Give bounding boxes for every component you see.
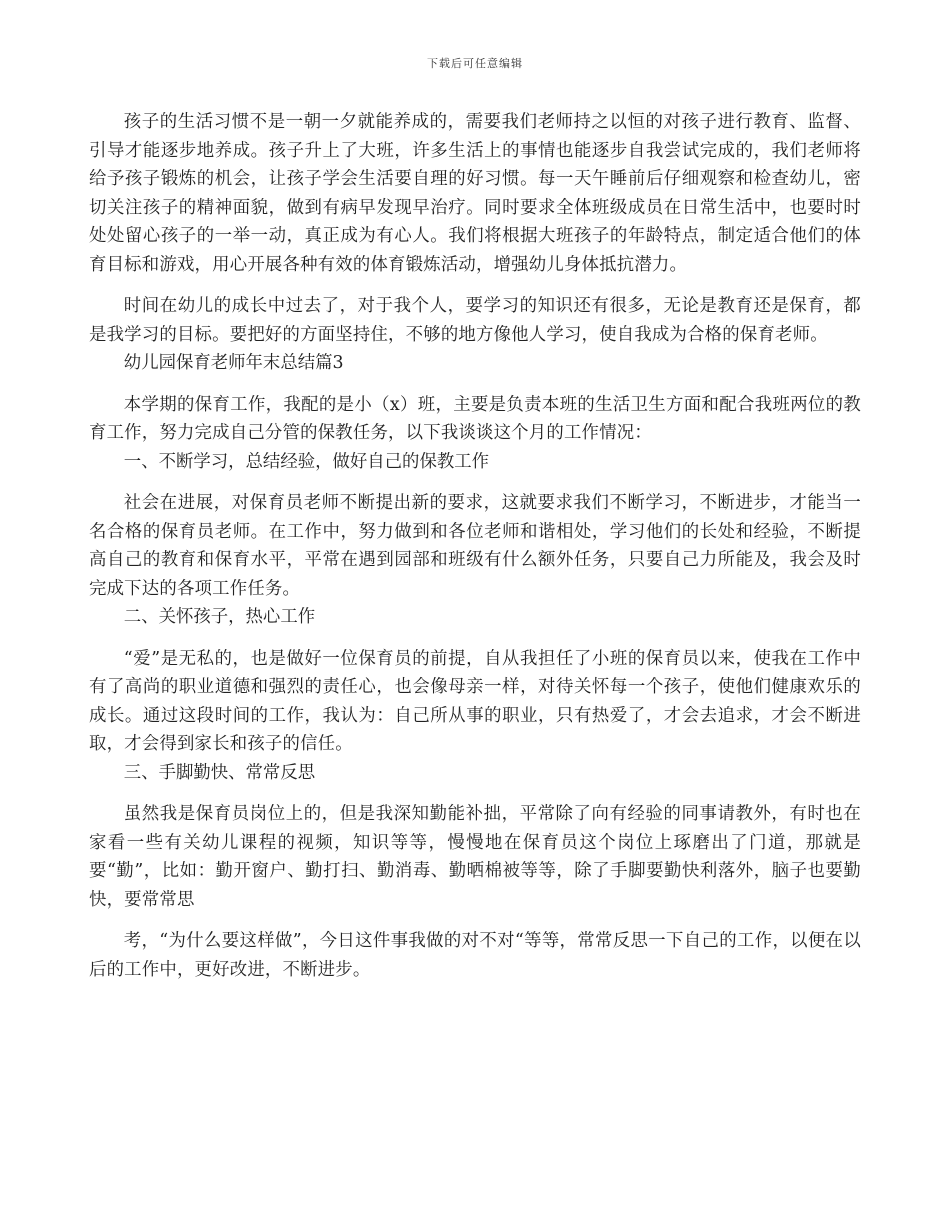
paragraph-living-habits: 孩子的生活习惯不是一朝一夕就能养成的，需要我们老师持之以恒的对孩子进行教育、监督、引导才能逐步地养成。孩子升上了大班，许多生活上的事情也能逐步自我尝试完成的，我们老师将给予孩子锻炼的机会，让孩子学会生活要自理的好习惯。每一天午睡前后仔细观察和检查幼儿，密切关注孩子的精神面貌，做到有病早发现早治疗。同时要求全体班级成员在日常生活中，也要时时处处留心孩子的一举一动，真正成为有心人。我们将根据大班孩子的年龄特点，制定适合他们的体育目标和游戏，用心开展各种有效的体育锻炼活动，增强幼儿身体抵抗潜力。	[89, 112, 861, 275]
heading-care-children: 二、关怀孩子，热心工作	[123, 607, 316, 627]
document-body	[89, 108, 861, 984]
paragraph-intro: 本学期的保育工作，我配的是小（x）班，主要是负责本班的生活卫生方面和配合我班两位的教育工作，努力完成自己分管的保教任务，以下我谈谈这个月的工作情况：	[89, 394, 861, 443]
paragraph-love: “爱”是无私的，也是做好一位保育员的前提，自从我担任了小班的保育员以来，使我在工作中有了高尚的职业道德和强烈的责任心，也会像母亲一样，对待关怀每一个孩子，使他们健康欢乐的成长。通过这段时间的工作，我认为：自己所从事的职业，只有热爱了，才会去追求，才会不断进取，才会得到家长和孩子的信任。	[89, 648, 861, 754]
paragraph-time-passed: 时间在幼儿的成长中过去了，对于我个人，要学习的知识还有很多，无论是教育还是保育，都是我学习的目标。要把好的方面坚持住，不够的地方像他人学习，使自我成为合格的保育老师。	[89, 296, 861, 345]
paragraph-learning: 社会在进展，对保育员老师不断提出新的要求，这就要求我们不断学习，不断进步，才能当一名合格的保育员老师。在工作中，努力做到和各位老师和谐相处，学习他们的长处和经验，不断提高自己的教育和保育水平，平常在遇到园部和班级有什么额外任务，只要自己力所能及，我会及时完成下达的各项工作任务。	[89, 493, 861, 599]
paragraph-diligence: 虽然我是保育员岗位上的，但是我深知勤能补拙，平常除了向有经验的同事请教外，有时也在家看一些有关幼儿课程的视频，知识等等，慢慢地在保育员这个岗位上琢磨出了门道，那就是要“勤”，比如：勤开窗户、勤打扫、勤消毒、勤晒棉被等等，除了手脚要勤快利落外，脑子也要勤快，要常常思	[89, 804, 861, 910]
paragraph-reflection: 考，“为什么要这样做”，今日这件事我做的对不对“等等，常常反思一下自己的工作，以便在以后的工作中，更好改进，不断进步。	[89, 931, 861, 980]
section-title: 幼儿园保育老师年末总结篇3	[123, 353, 344, 373]
page-header-note: 下载后可任意编辑	[427, 57, 523, 70]
heading-diligence: 三、手脚勤快、常常反思	[123, 762, 316, 783]
heading-keep-learning: 一、不断学习，总结经验，做好自己的保教工作	[123, 451, 490, 472]
